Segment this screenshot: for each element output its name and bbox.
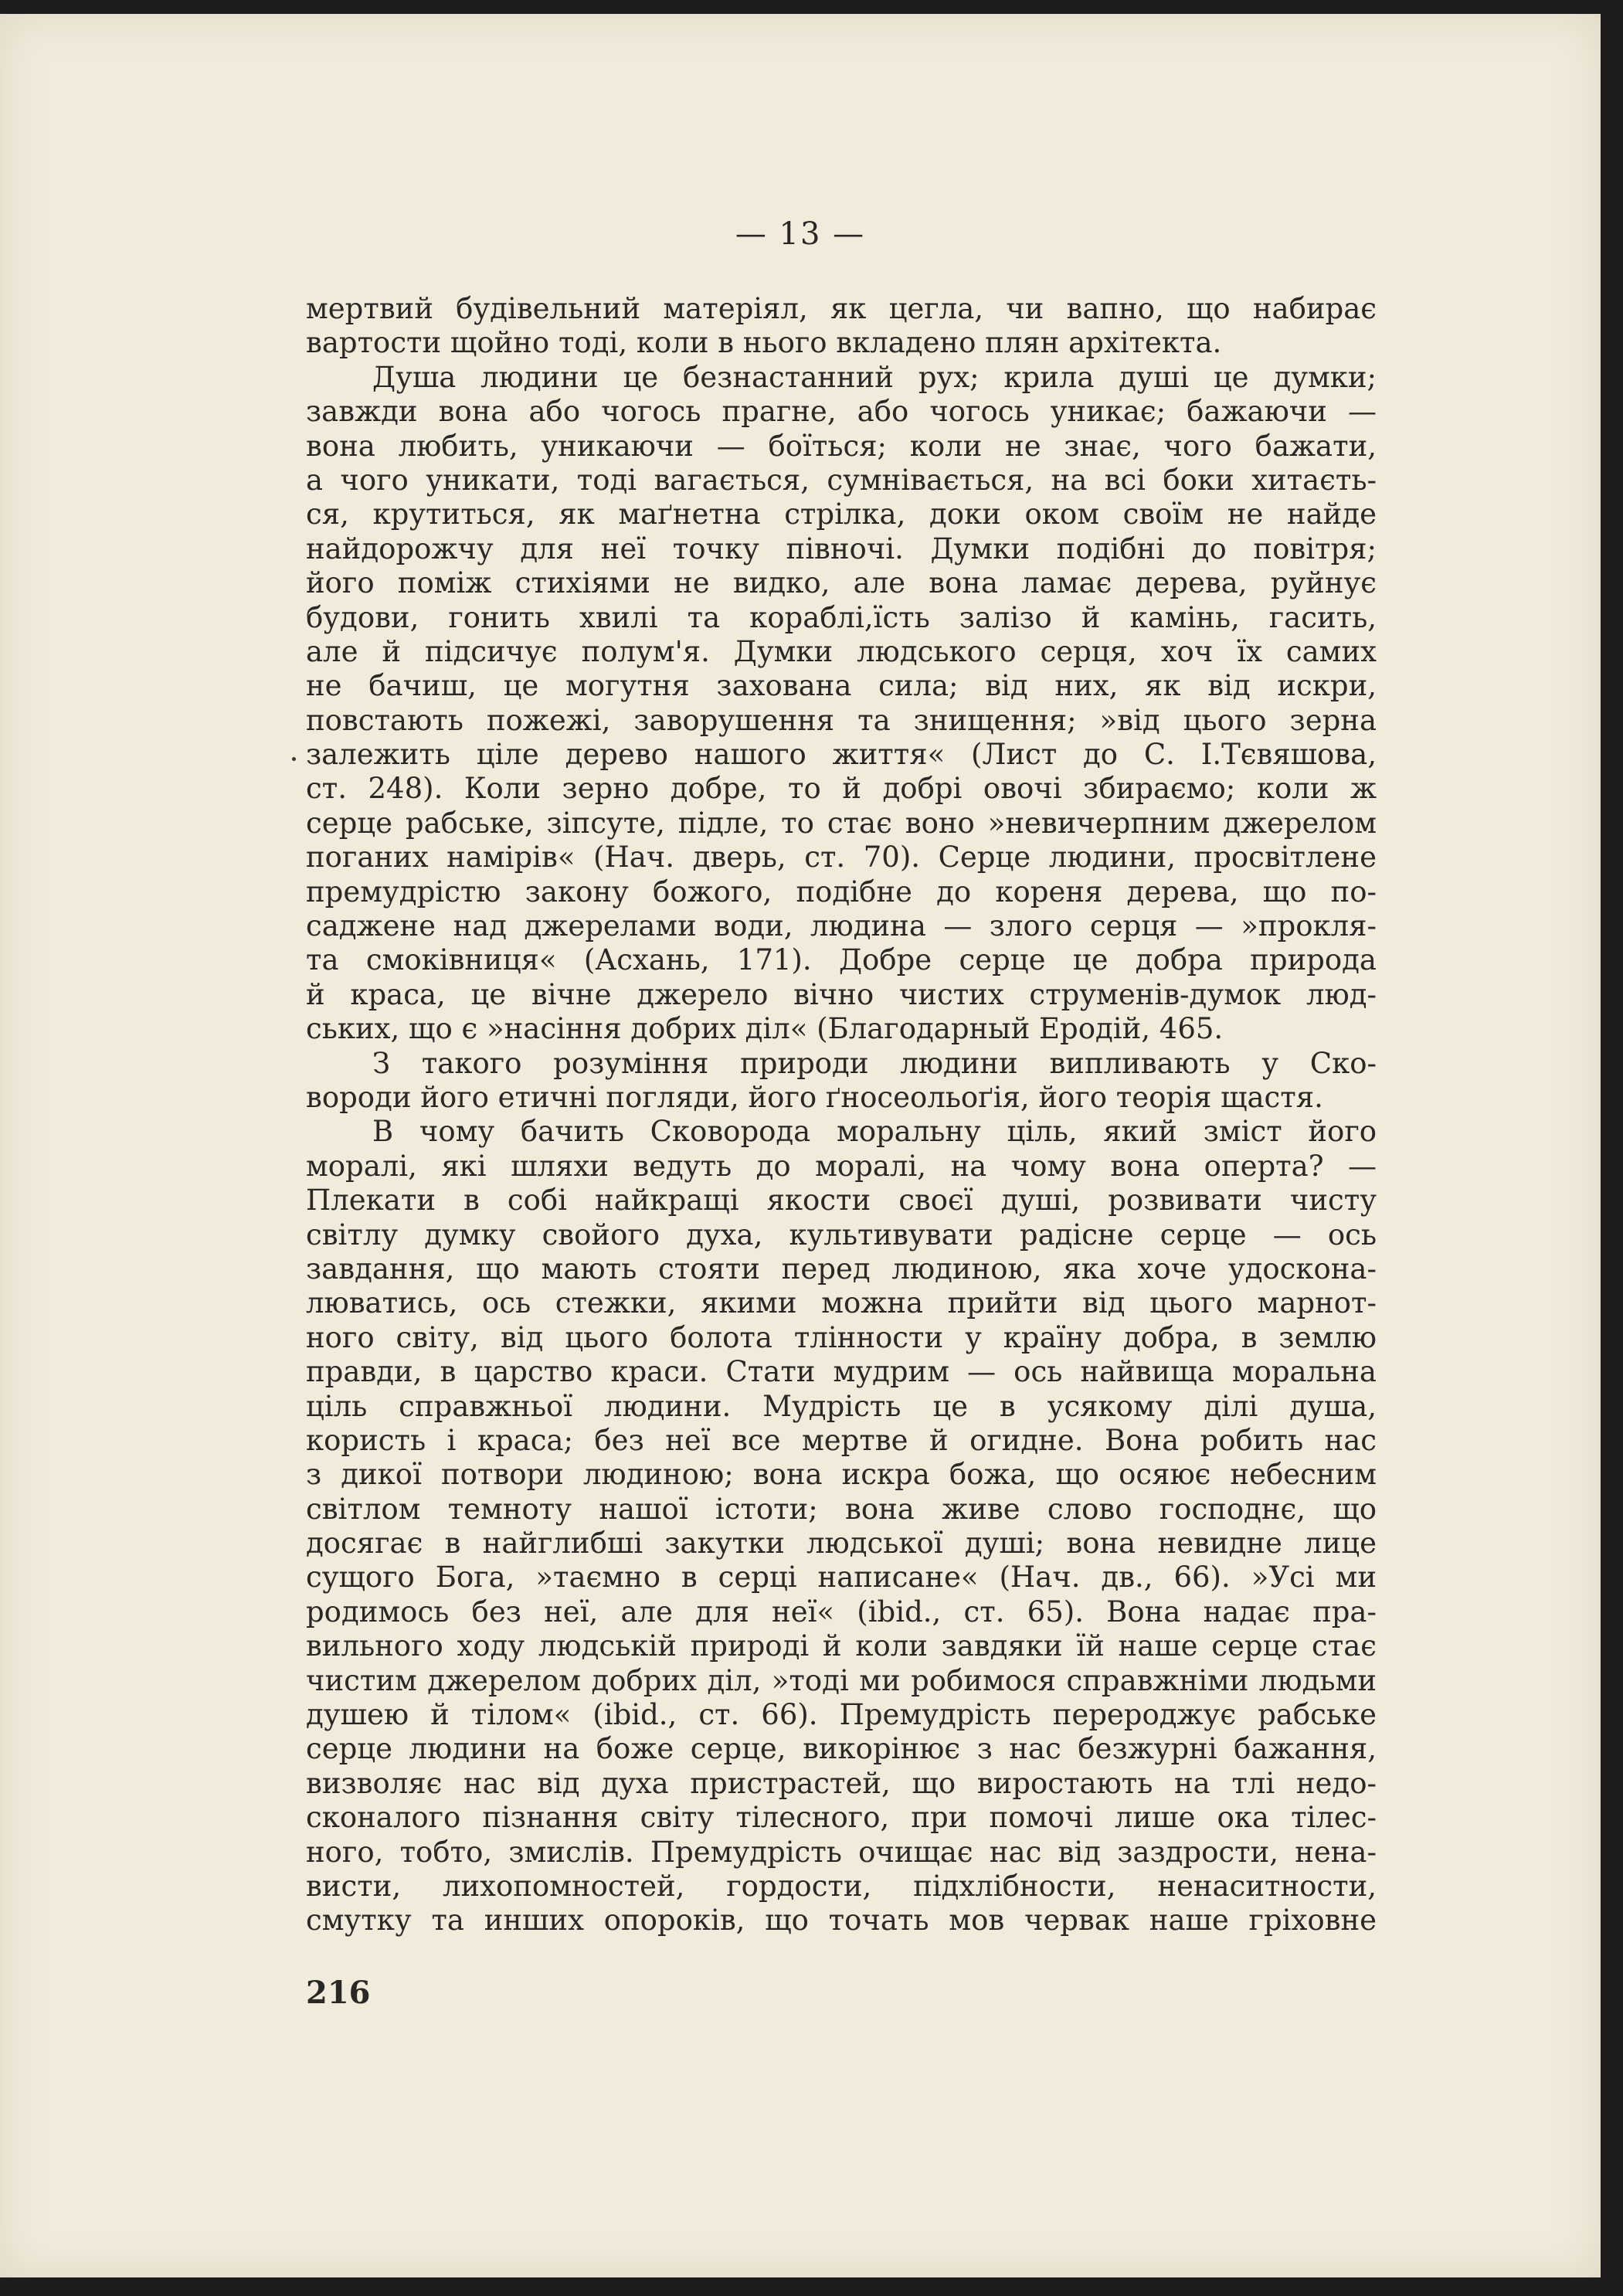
text-line: серце людини на боже серце, викорінює з нас безжурні бажання, <box>306 1732 1377 1766</box>
text-line: смутку та инших опороків, що точать мов червак наше гріховне <box>306 1904 1377 1938</box>
text-line: з дикої потвори людиною; вона искра божа, що осяює небесним <box>306 1458 1377 1492</box>
document-page <box>0 14 1601 2277</box>
text-line: залежить ціле дерево нашого життя« (Лист до С. І.Тєвяшова, <box>306 738 1377 772</box>
text-line: З такого розуміння природи людини випливають у Ско- <box>372 1046 1377 1080</box>
text-line: й краса, це вічне джерело вічно чистих струменів-думок люд- <box>306 977 1377 1011</box>
text-line: не бачиш, це могутня захована сила; від них, як від искри, <box>306 669 1377 703</box>
text-line: вильного ходу людській природі й коли завдяки їй наше серце стає <box>306 1629 1377 1663</box>
text-line: ст. 248). Коли зерно добре, то й добрі овочі збираємо; коли ж <box>306 772 1377 806</box>
text-line: моралі, які шляхи ведуть до моралі, на чому вона оперта? — <box>306 1149 1377 1183</box>
text-line: поганих намірів« (Нач. дверь, ст. 70). Серце людини, просвітлене <box>306 841 1377 875</box>
page-footer-number: 216 <box>306 1975 371 2011</box>
text-line: досягає в найглибші закутки людської душі; вона невидне лице <box>306 1527 1377 1561</box>
text-line: сконалого пізнання світу тілесного, при помочі лише ока тілес- <box>306 1801 1377 1835</box>
text-line: завдання, що мають стояти перед людиною, яка хоче удоскона- <box>306 1252 1377 1286</box>
text-line: Душа людини це безнастанний рух; крила душі це думки; <box>372 360 1377 394</box>
text-line: ного світу, від цього болота тлінности у країну добра, в землю <box>306 1320 1377 1354</box>
text-line: але й підсичує полум'я. Думки людського серця, хоч їх самих <box>306 634 1377 668</box>
text-line: премудрістю закону божого, подібне до кореня дерева, що по- <box>306 875 1377 909</box>
text-line: вороди його етичні погляди, його ґносеольоґія, його теорія щастя. <box>306 1080 1323 1114</box>
text-line: а чого уникати, тоді вагається, сумнівається, на всі боки хитаєть- <box>306 463 1377 497</box>
text-line: завжди вона або чогось прагне, або чогось уникає; бажаючи — <box>306 395 1377 429</box>
text-line: вона любить, уникаючи — боїться; коли не знає, чого бажати, <box>306 429 1377 463</box>
text-line: ських, що є »насіння добрих діл« (Благодарный Еродій, 465. <box>306 1012 1224 1046</box>
text-line: ціль справжньої людини. Мудрість це в усякому ділі душа, <box>306 1389 1377 1423</box>
text-line: користь і краса; без неї все мертве й огидне. Вона робить нас <box>306 1423 1377 1457</box>
text-line: Плекати в собі найкращі якости своєї душі, розвивати чисту <box>306 1184 1377 1218</box>
text-line: його поміж стихіями не видко, але вона ламає дерева, руйнує <box>306 566 1377 600</box>
text-line: душею й тілом« (ibid., ст. 66). Премудрість перероджує рабське <box>306 1698 1377 1732</box>
text-line: світлу думку свойого духа, культивувати радісне серце — ось <box>306 1218 1377 1252</box>
body-text <box>306 292 1377 1938</box>
text-line: вартости щойно тоді, коли в нього вкладено плян архітекта. <box>306 326 1222 360</box>
text-line: повстають пожежі, заворушення та знищення; »від цього зерна <box>306 703 1377 737</box>
text-line: та смоківниця« (Асхань, 171). Добре серце це добра природа <box>306 943 1377 977</box>
page-header-number: — 13 — <box>735 216 866 252</box>
text-line: будови, гонить хвилі та кораблі,їсть залізо й камінь, гасить, <box>306 600 1377 634</box>
text-line: висти, лихопомностей, гордости, підхлібности, ненаситности, <box>306 1869 1377 1903</box>
text-line: найдорожчу для неї точку півночі. Думки подібні до повітря; <box>306 532 1377 566</box>
text-line: сущого Бога, »таємно в серці написане« (Нач. дв., 66). »Усі ми <box>306 1561 1377 1595</box>
margin-dot <box>292 757 296 761</box>
text-line: серце рабське, зіпсуте, підле, то стає воно »невичерпним джерелом <box>306 806 1377 840</box>
text-line: ся, крутиться, як маґнетна стрілка, доки оком своїм не найде <box>306 498 1377 532</box>
text-line: В чому бачить Сковорода моральну ціль, який зміст його <box>372 1115 1377 1149</box>
text-line: визволяє нас від духа пристрастей, що виростають на тлі недо- <box>306 1766 1377 1800</box>
text-line: світлом темноту нашої істоти; вона живе слово господнє, що <box>306 1492 1377 1526</box>
text-line: ного, тобто, змислів. Премудрість очищає нас від заздрости, нена- <box>306 1835 1377 1869</box>
text-line: саджене над джерелами води, людина — злого серця — »прокля- <box>306 909 1377 943</box>
text-line: правди, в царство краси. Стати мудрим — ось найвища моральна <box>306 1355 1377 1389</box>
text-line: мертвий будівельний матеріял, як цегла, чи вапно, що набирає <box>306 292 1377 325</box>
text-line: родимось без неї, але для неї« (ibid., ст. 65). Вона надає пра- <box>306 1595 1377 1629</box>
text-line: чистим джерелом добрих діл, »тоді ми робимося справжніми людьми <box>306 1663 1377 1697</box>
text-line: люватись, ось стежки, якими можна прийти від цього марнот- <box>306 1286 1377 1320</box>
